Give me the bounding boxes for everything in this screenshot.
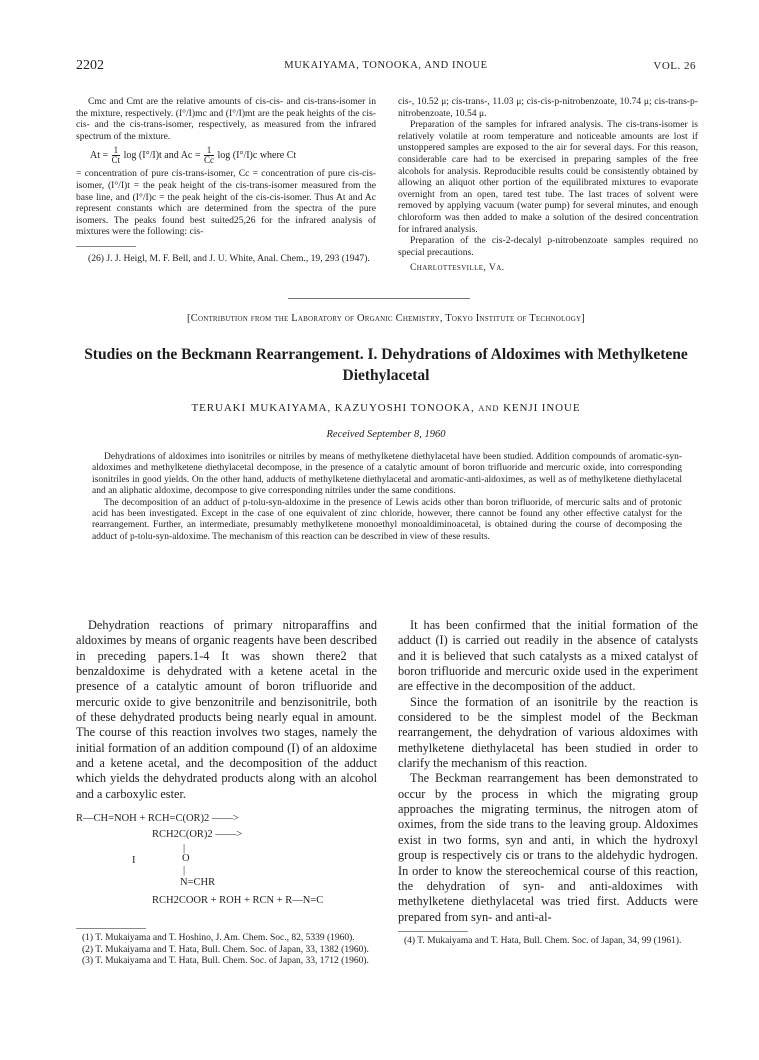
volume-label: VOL. 26 [653, 60, 696, 72]
footnote-rule [76, 246, 136, 247]
footnote-rule-body [76, 928, 146, 929]
prev-col2-p1: cis-, 10.52 μ; cis-trans-, 11.03 μ; cis-cis-p-nitrobenzoate, 10.74 μ; cis-trans-p-nitrobenzoate, 10.54 μ. [398, 96, 698, 119]
absorbance-equation: At = $\frac{1}{Ct}$ log (I°/I)t and Ac = $\frac{1}{Cc}$ log (I°/I)c where Ct [90, 145, 297, 166]
prev-col1-after: = concentration of pure cis-trans-isomer, Cc = concentration of pure cis-cis-isomer, (I°/I)t = the peak height of the cis-trans-isomer measured from the base line, and (I°/I)c = the peak height of the cis-cis-isomer. Thus At and Ac represent constants which are determined from the spectra of the pure isomers. The peaks found best suited25,26 for the infrared analysis of mixtures were the following: cis- [76, 168, 376, 238]
body-paragraph-2: It has been confirmed that the initial formation of the adduct (I) is carried out readily in the absence of catalysts and it is believed that such catalysts as a mixed catalyst of boron trifluoride and mercuric oxide used in the experiment are effective in the decomposition of the adduct. [398, 618, 698, 694]
body-column-2 [398, 618, 698, 947]
reaction-scheme: R—CH=NOH + RCH=C(OR)2 ——> RCH2C(OR)2 ——> | I O | N=CHR RCH2COOR + ROH + RCN + R—N=C [76, 813, 324, 907]
received-date: Received September 8, 1960 [326, 429, 446, 440]
footnote-rule-col2 [398, 931, 468, 932]
body-paragraph-4: The Beckman rearrangement has been demonstrated to occur by the process in which the migrating group approaches the migrating terminus, the nitrogen atom of oximes, from the side trans to the leaving group. Aldoximes exist in two forms, syn and anti, in which the hydroxyl group is respectively cis or trans to the aldehydic hydrogen. In order to know the stereochemical course of this reaction, the dehydration of syn- and anti-aldoximes with methylketene diethylacetal was tried first. Adducts were prepared from syn- and anti-al- [398, 771, 698, 924]
place-line: Charlottesville, Va. [410, 262, 505, 274]
prev-article-col2 [398, 96, 698, 274]
body-paragraph-3: Since the formation of an isonitrile by the reaction is considered to be the simplest model of the Beckman rearrangement, the dehydration of various aldoximes with methylketene diethylacetal has been studied in order to clarify the mechanism of this reaction. [398, 694, 698, 771]
prev-col2-p2: Preparation of the samples for infrared analysis. The cis-trans-isomer is relatively volatile at room temperature and noticeable amounts are lost if unstoppered samples are exposed to the air for several days. For this reason, considerable care had to be exercised in preparing samples of the free alcohols for analysis. Reproducible results could be consistently obtained by allowing an aliquot other portion of the equilibrated mixtures to evaporate overnight from an open, tared test tube. The last traces of solvent were removed by applying vacuum (water pump) for several minutes, and enough chloroform was then added to make a solution of the desired concentration for infrared analysis. [398, 119, 698, 235]
article-title: Studies on the Beckmann Rearrangement. I. Dehydrations of Aldoximes with Methylketene Diethylacetal [84, 346, 688, 384]
abstract-paragraph-2: The decomposition of an adduct of p-tolu-syn-aldoxime in the presence of Lewis acids other than boron trifluoride, of mercuric salts and of protonic acid has been investigated. Except in the case of one equivalent of zinc chloride, however, there cannot be found any other effective catalyst for the rearrangement. Further, an intermediate, presumably methylketene monoethyl monoaldiminoacetal, is obtained during the course of decomposing the adduct of p-tolu-syn-aldoxime. The mechanism of this reaction can be described in view of these results. [92, 497, 682, 542]
body-column-1 [76, 618, 377, 967]
footnotes-col2 [398, 936, 698, 947]
reference-26: (26) J. J. Heigl, M. F. Bell, and J. U. White, Anal. Chem., 19, 293 (1947). [88, 252, 370, 264]
contribution-line: [Contribution from the Laboratory of Organic Chemistry, Tokyo Institute of Technology] [187, 313, 585, 324]
prev-article-col1 [76, 96, 376, 265]
prev-col2-p3: Preparation of the cis-2-decalyl p-nitrobenzoate samples required no special precautions. [398, 235, 698, 258]
footnote-2: (2) T. Mukaiyama and T. Hata, Bull. Chem. Soc. of Japan, 33, 1382 (1960). [82, 944, 369, 955]
abstract-paragraph-1: Dehydrations of aldoximes into isonitriles or nitriles by means of methylketene diethylacetal have been studied. Addition compounds of aromatic-syn-aldoximes and methylketene diethylacetal decompose, in the presence of a catalytic amount of boron trifluoride and mercuric oxide, into corresponding isonitriles in good yields. On the other hand, adducts of methylketene diethylacetal and aromatic-anti-aldoximes, as well as of methylketene diethylacetal and an aliphatic aldoxime, decompose to give corresponding nitriles under the same conditions. [92, 452, 682, 497]
page-header [76, 58, 696, 74]
body-paragraph-1: Dehydration reactions of primary nitroparaffins and aldoximes by means of organic reagents have been described in preceding papers.1-4 It was shown there2 that benzaldoxime is dehydrated with a ketene acetal in the presence of a catalytic amount of boron trifluoride and mercuric oxide to give benzonitrile and benzisonitrile, both of these dehydrated products being nearly equal in amount. The course of this reaction involves two stages, namely the initial formation of an addition compound (I) of an aldoxime and a ketene acetal, and the decomposition of the adduct which yields the dehydrated products along with an alcohol and a carboxylic ester. [76, 618, 377, 801]
footnote-3: (3) T. Mukaiyama and T. Hata, Bull. Chem. Soc. of Japan, 33, 1712 (1960). [82, 955, 369, 966]
footnote-4: (4) T. Mukaiyama and T. Hata, Bull. Chem. Soc. of Japan, 34, 99 (1961). [404, 935, 682, 946]
footnote-1: (1) T. Mukaiyama and T. Hoshino, J. Am. Chem. Soc., 82, 5339 (1960). [82, 933, 355, 944]
running-title: MUKAIYAMA, TONOOKA, AND INOUE [284, 60, 488, 71]
abstract [92, 452, 682, 543]
author-line: TERUAKI MUKAIYAMA, KAZUYOSHI TONOOKA, AND KENJI INOUE [191, 402, 581, 414]
prev-col1-intro: Cmc and Cmt are the relative amounts of cis-cis- and cis-trans-isomer in the mixture, respectively. (I°/I)mc and (I°/I)mt are the peak heights of the cis-cis- and the cis-trans-isomer, respectively, as measured from the infrared spectrum of the mixture. [76, 96, 376, 142]
footnotes-col1 [76, 933, 377, 967]
article-separator [288, 298, 470, 299]
page-number: 2202 [76, 58, 104, 73]
